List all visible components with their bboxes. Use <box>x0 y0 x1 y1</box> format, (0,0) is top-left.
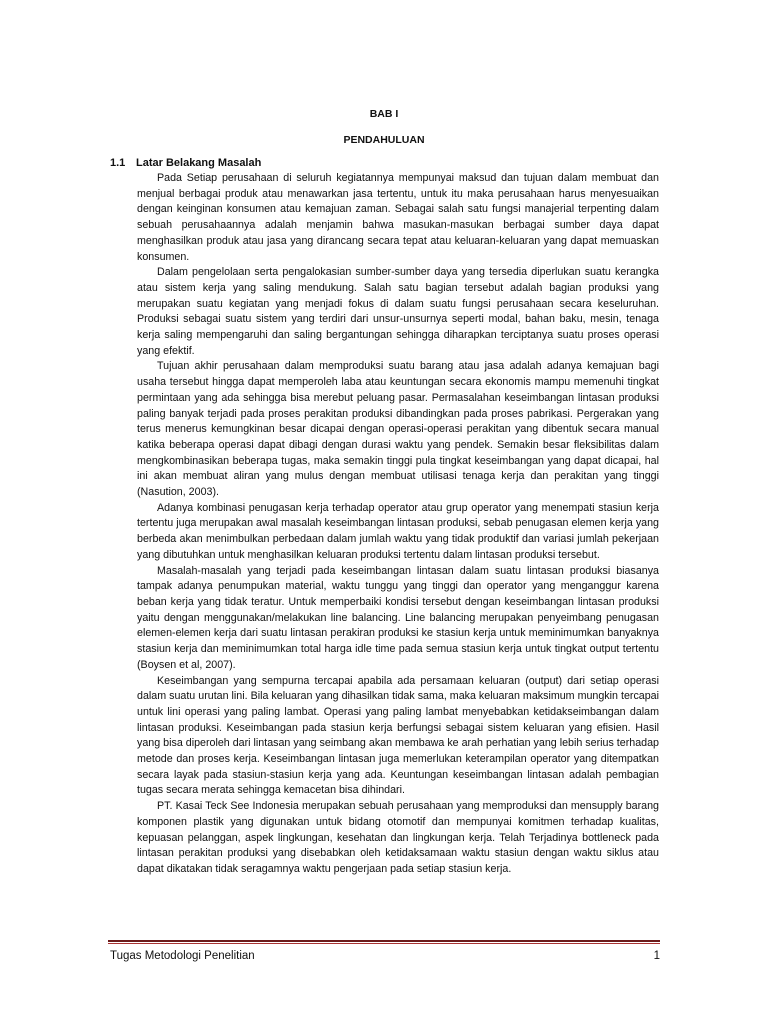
paragraph: Tujuan akhir perusahaan dalam memproduksi suatu barang atau jasa adalah adanya kemajuan bagi usaha tersebut hingga dapat memperoleh laba atau keuntungan secara ekonomis mampu memenuhi tingkat permintaan yang ada sehingga bisa merebut peluang pasar. Permasalahan keseimbangan lintasan produksi paling banyak terjadi pada proses perakitan produksi dibandingkan pada proses pabrikasi. Pergerakan yang terus menerus kemungkinan besar dicapai dengan operasi-operasi perakitan yang dibentuk secara manual katika beberapa operasi dapat dibagi dengan durasi waktu yang pendek. Semakin besar fleksibilitas dalam mengkombinasikan beberapa tugas, maka semakin tinggi pula tingkat keseimbangan yang dapat dicapai, hal ini akan membuat aliran yang mulus dengan membuat utilisasi tenaga kerja dan perakitan yang tinggi (Nasution, 2003). <box>137 360 659 499</box>
paragraph: Dalam pengelolaan serta pengalokasian sumber-sumber daya yang tersedia diperlukan suatu kerangka atau sistem kerja yang saling mendukung. Salah satu bagian tersebut adalah bagian produksi yang merupakan suatu kegiatan yang menjadi fokus di dalam suatu fungsi perusahaan secara keseluruhan. Produksi sebagai suatu sistem yang terdiri dari unsur-unsurnya seperti modal, bahan baku, mesin, tenaga kerja saling mempengaruhi dan saling bergantungan sehingga diharapkan terciptanya suatu proses operasi yang efektif. <box>137 266 659 357</box>
section-title: Latar Belakang Masalah <box>136 157 262 169</box>
paragraph: Pada Setiap perusahaan di seluruh kegiatannya mempunyai maksud dan tujuan dalam membuat dan menjual berbagai produk atau menawarkan jasa tertentu, untuk itu maka perusahaan harus menyesuaikan dengan keinginan konsumen atau kemajuan zaman. Sebagai salah satu fungsi manajerial terpenting dalam sebuah perusahaannya adalah menjamin bahwa masukan-masukan berbagai sumber daya dapat menghasilkan produk atau jasa yang dirancang secara tepat atau keluaran-keluaran yang dapat memuaskan konsumen. <box>137 172 659 263</box>
footer-divider <box>108 940 660 942</box>
body-text <box>137 171 659 878</box>
paragraph: PT. Kasai Teck See Indonesia merupakan sebuah perusahaan yang memproduksi dan mensupply barang komponen plastik yang digunakan untuk bidang otomotif dan mempunyai komitmen terhadap kualitas, kepuasan pelanggan, aspek lingkungan, kesehatan dan lingkungan kerja. Telah Terjadinya bottleneck pada lintasan perakitan produksi yang disebabkan oleh ketidaksamaan waktu stasiun dengan waktu siklus atau dapat dikatakan tidak seragamnya waktu pengerjaan pada setiap stasiun kerja. <box>137 800 659 875</box>
page-number: 1 <box>653 950 660 962</box>
footer-divider-thin <box>108 943 660 944</box>
paragraph: Adanya kombinasi penugasan kerja terhadap operator atau grup operator yang menempati stasiun kerja tertentu juga merupakan awal masalah keseimbangan lintasan produksi, sebab penugasan elemen kerja yang berbeda akan menimbulkan perbedaan dalam jumlah waktu yang tidak produktif dan variasi jumlah pekerjaan yang dibutuhkan untuk menghasilkan keluaran produksi tertentu dalam lintasan produksi tersebut. <box>137 501 659 561</box>
paragraph: Masalah-masalah yang terjadi pada keseimbangan lintasan dalam suatu lintasan produksi biasanya tampak adanya penumpukan material, waktu tunggu yang tinggi dan operator yang menganggur karena beban kerja yang tidak teratur. Untuk memperbaiki kondisi tersebut dengan keseimbangan lintasan produksi yaitu dengan menggunakan/melakukan line balancing. Line balancing merupakan penyeimbang penugasan elemen-elemen kerja dari suatu lintasan perakiran produksi ke stasiun kerja untuk meminimumkan banyaknya stasiun kerja dan meminimumkan total harga idle time pada semua stasiun kerja untuk tingkat output tertentu (Boysen et al, 2007). <box>137 564 659 671</box>
chapter-title: PENDAHULUAN <box>343 134 425 146</box>
paragraph: Keseimbangan yang sempurna tercapai apabila ada persamaan keluaran (output) dari setiap operasi dalam suatu urutan lini. Bila keluaran yang dihasilkan tidak sama, maka keluaran maksimum mungkin tercapai untuk lini operasi yang paling lambat. Operasi yang paling lambat menyebabkan ketidakseimbangan dalam lintasan produksi. Keseimbangan pada stasiun kerja berfungsi sebagai sistem keluaran yang efisien. Hasil yang bisa diperoleh dari lintasan yang seimbang akan membawa ke arah perhatian yang lebih serius terhadap metode dan proses kerja. Keseimbangan lintasan juga memerlukan keterampilan operator yang ditempatkan secara layak pada stasiun-stasiun kerja yang ada. Keuntungan keseimbangan lintasan adalah pembagian tugas secara merata sehingga kemacetan bisa dihindari. <box>137 674 659 797</box>
section-heading <box>110 157 261 169</box>
chapter-label: BAB I <box>369 108 399 120</box>
section-number: 1.1 <box>110 157 126 169</box>
footer-title: Tugas Metodologi Penelitian <box>110 950 255 962</box>
